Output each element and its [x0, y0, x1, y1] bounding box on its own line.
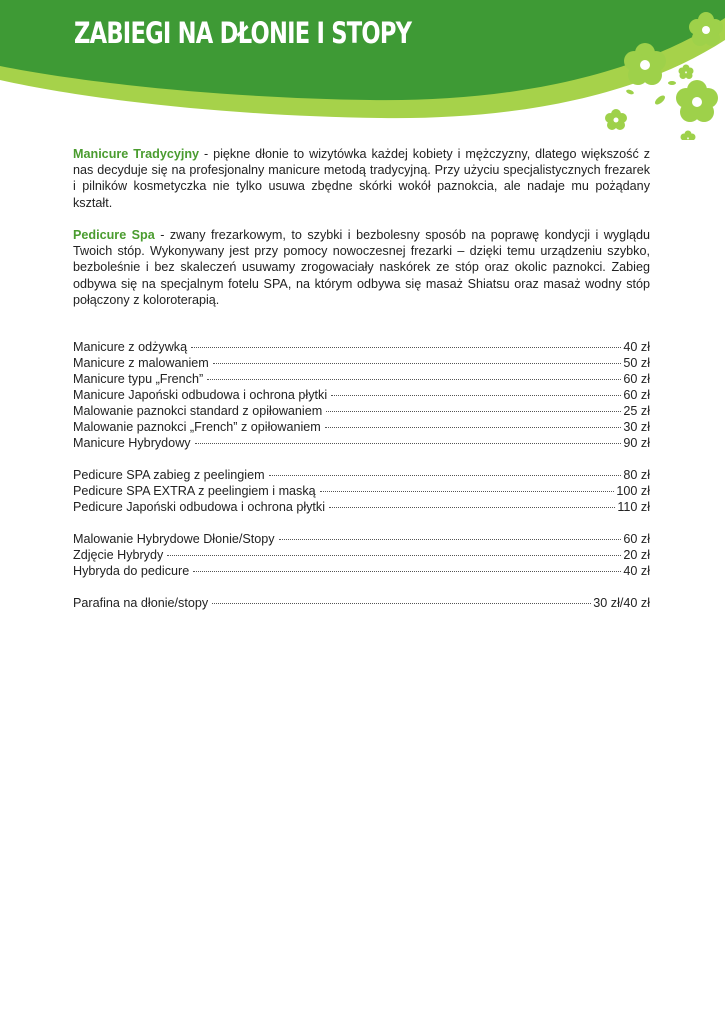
dot-leader [320, 491, 615, 492]
price-item-name: Pedicure Japoński odbudowa i ochrona płytki [73, 500, 326, 514]
price-item-name: Manicure z odżywką [73, 340, 188, 354]
price-item-name: Manicure Hybrydowy [73, 436, 191, 450]
price-item-value: 80 zł [623, 468, 650, 482]
dot-leader [167, 555, 621, 556]
dot-leader [279, 539, 622, 540]
dot-leader [213, 363, 622, 364]
price-row [73, 403, 650, 419]
price-item-value: 50 zł [623, 356, 650, 370]
price-row [73, 435, 650, 451]
price-row [73, 499, 650, 515]
price-item-name: Manicure typu „French” [73, 372, 204, 386]
intro-text-manicure: - piękne dłonie to wizytówka każdej kobiety i mężczyzny, dlatego większość z nas decyduje się na profesjonalny manicure metodą tradycyjną. Przy użyciu specjalistycznych frezarek i pilników kosmetyczka nie tylko usuwa zbędne skórki wokół paznokcia, ale nadaje mu pożądany kształt. [73, 147, 650, 210]
header-banner [0, 0, 725, 140]
intro-lead-manicure: Manicure Tradycyjny [73, 147, 200, 161]
dot-leader [329, 507, 615, 508]
dot-leader [195, 443, 622, 444]
price-item-value: 100 zł [616, 484, 650, 498]
group-spacer [73, 579, 650, 595]
price-item-name: Malowanie paznokci „French” z opiłowaniem [73, 420, 321, 434]
price-item-value: 90 zł [623, 436, 650, 450]
price-item-name: Malowanie Hybrydowe Dłonie/Stopy [73, 532, 275, 546]
intro-paragraph-pedicure [73, 227, 650, 308]
dot-leader [326, 411, 621, 412]
price-item-name: Manicure Japoński odbudowa i ochrona płytki [73, 388, 328, 402]
price-item-value: 60 zł [623, 388, 650, 402]
price-row [73, 483, 650, 499]
price-item-name: Parafina na dłonie/stopy [73, 596, 209, 610]
intro-text-pedicure: - zwany frezarkowym, to szybki i bezbolesny sposób na poprawę kondycji i wyglądu Twoich stóp. Wykonywany jest przy pomocy nowoczesnej frezarki – dzięki temu urządzeniu szybko, bezboleśnie i bez skaleczeń usuwamy zrogowaciały naskórek ze stóp oraz okolic paznokci. Zabieg odbywa się na specjalnym fotelu SPA, na którym odbywa się masaż Shiatsu oraz masaż wodny stóp połączony z koloroterapią. [73, 228, 650, 307]
price-item-name: Pedicure SPA EXTRA z peelingiem i maską [73, 484, 316, 498]
price-row [73, 339, 650, 355]
price-item-value: 40 zł [623, 340, 650, 354]
dot-leader [325, 427, 622, 428]
price-item-value: 30 zł [623, 420, 650, 434]
price-row [73, 531, 650, 547]
group-spacer [73, 515, 650, 531]
price-row [73, 595, 650, 611]
price-row [73, 467, 650, 483]
intro-paragraph-manicure [73, 146, 650, 211]
price-row [73, 563, 650, 579]
price-row [73, 371, 650, 387]
price-row [73, 355, 650, 371]
price-item-value: 20 zł [623, 548, 650, 562]
price-row [73, 419, 650, 435]
price-row [73, 387, 650, 403]
price-item-name: Malowanie paznokci standard z opiłowaniem [73, 404, 323, 418]
dot-leader [191, 347, 621, 348]
price-list [73, 339, 650, 611]
dot-leader [212, 603, 591, 604]
price-item-name: Pedicure SPA zabieg z peelingiem [73, 468, 265, 482]
dot-leader [269, 475, 622, 476]
group-spacer [73, 451, 650, 467]
price-item-value: 40 zł [623, 564, 650, 578]
dot-leader [207, 379, 621, 380]
price-item-value: 60 zł [623, 372, 650, 386]
price-item-value: 60 zł [623, 532, 650, 546]
price-row [73, 547, 650, 563]
intro-lead-pedicure: Pedicure Spa [73, 228, 155, 242]
price-item-name: Manicure z malowaniem [73, 356, 209, 370]
page-title: ZABIEGI NA DŁONIE I STOPY [74, 16, 412, 50]
price-item-name: Hybryda do pedicure [73, 564, 190, 578]
price-item-value: 25 zł [623, 404, 650, 418]
dot-leader [331, 395, 621, 396]
dot-leader [193, 571, 621, 572]
price-item-value: 30 zł/40 zł [593, 596, 650, 610]
price-item-value: 110 zł [617, 500, 650, 514]
price-item-name: Zdjęcie Hybrydy [73, 548, 164, 562]
